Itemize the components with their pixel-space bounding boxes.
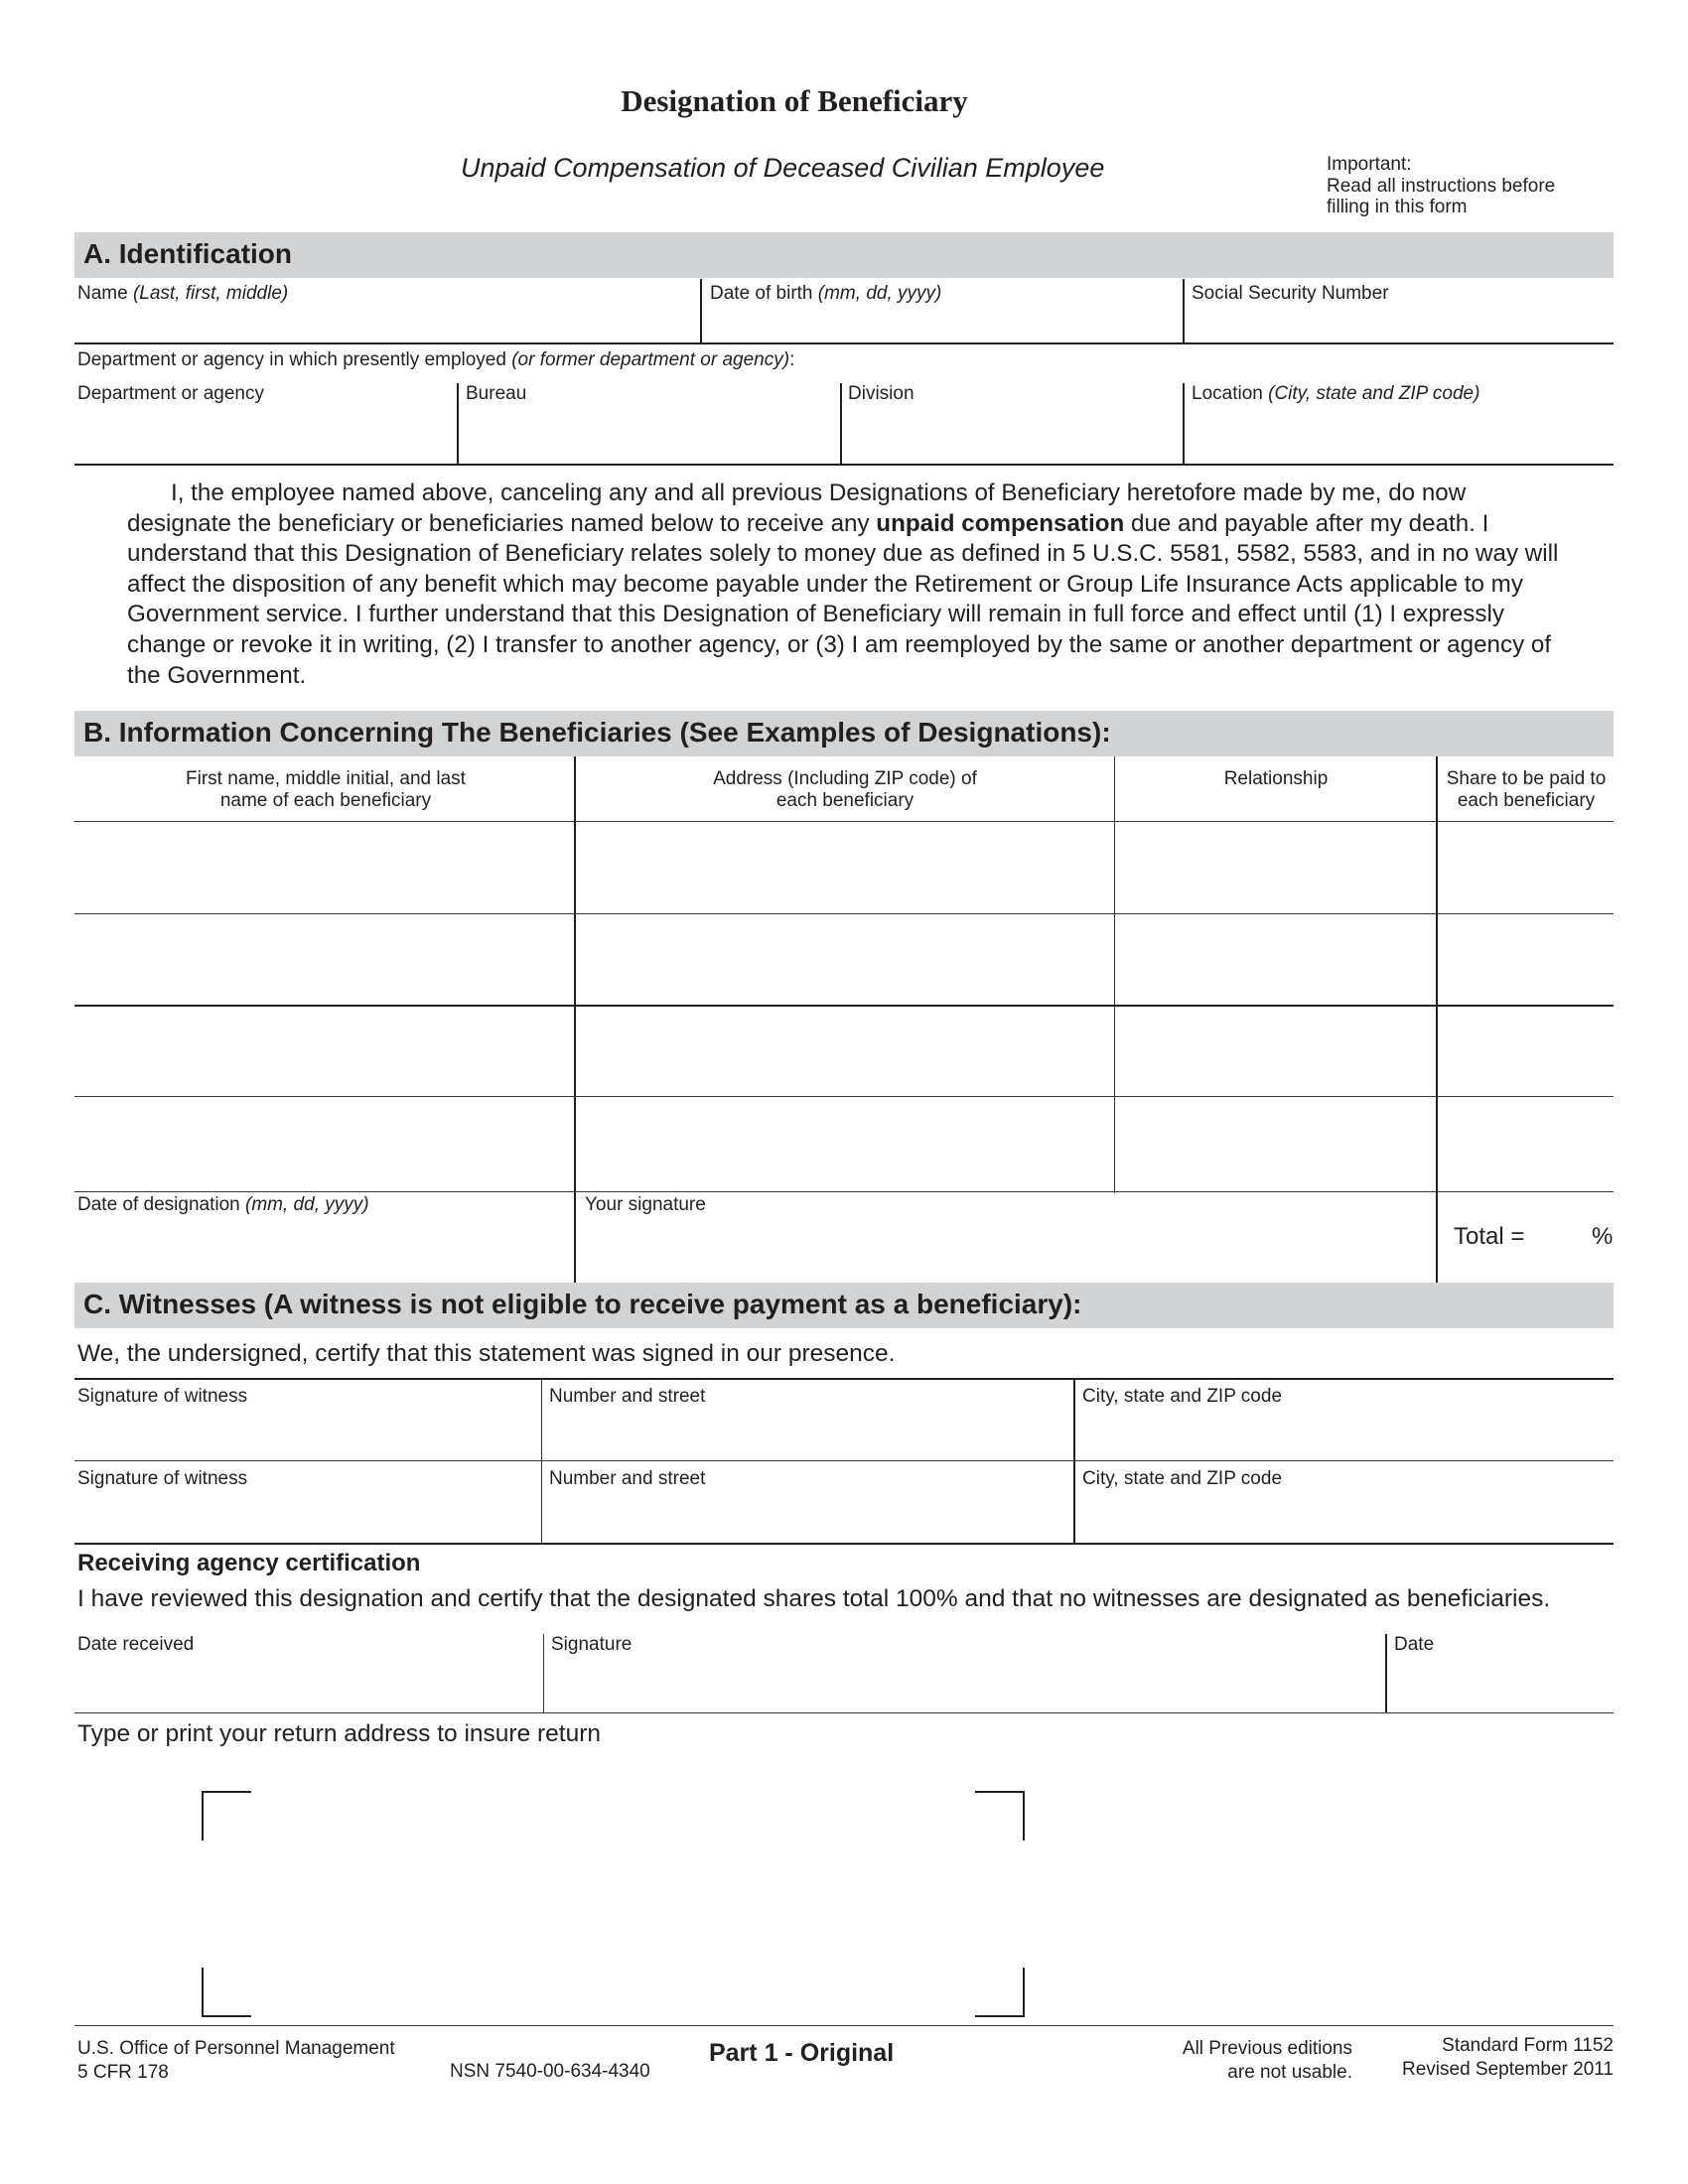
- witness-street-label: Number and street: [549, 1386, 706, 1407]
- divider: [74, 1191, 1614, 1192]
- beneficiary-address-input[interactable]: [576, 1007, 1114, 1095]
- dob-label-text: Date of birth: [710, 283, 813, 304]
- important-line: Important:: [1327, 154, 1412, 175]
- col-header-address: [576, 768, 1114, 812]
- beneficiary-share-input[interactable]: [1438, 1098, 1614, 1190]
- important-note: [1327, 154, 1555, 218]
- return-address-label: Type or print your return address to insure return: [77, 1720, 602, 1747]
- beneficiary-name-input[interactable]: [74, 1007, 574, 1095]
- footer-form-line: Revised September 2011: [1402, 2059, 1614, 2080]
- statement-text: I, the employee named above, canceling any and all previous Designations of Beneficiary heretofore made by me, do now designate the beneficiary or beneficiaries named below to receive any: [127, 479, 1467, 537]
- dob-hint: (mm, dd, yyyy): [817, 283, 942, 304]
- witness-street-field[interactable]: [542, 1462, 1073, 1542]
- witness-city-field[interactable]: [1075, 1380, 1614, 1459]
- dept-field[interactable]: [74, 383, 457, 465]
- section-a-header: [74, 232, 1614, 278]
- witness-street-field[interactable]: [542, 1380, 1073, 1459]
- important-line: filling in this form: [1327, 197, 1468, 217]
- bureau-label: Bureau: [466, 383, 527, 404]
- dob-field[interactable]: [702, 280, 1183, 343]
- col-header-line: First name, middle initial, and last: [186, 768, 466, 789]
- receiving-date-label: Date: [1394, 1634, 1435, 1655]
- footer-editions-line: All Previous editions: [1182, 2038, 1352, 2059]
- dept-intro: [77, 349, 794, 371]
- dept-intro-text: Department or agency in which presently employed: [77, 349, 506, 370]
- witness-city-field[interactable]: [1075, 1462, 1614, 1542]
- receiving-heading: Receiving agency certification: [77, 1550, 421, 1576]
- footer-form: [1370, 2034, 1614, 2082]
- total-percent: %: [1592, 1223, 1614, 1250]
- divider: [74, 913, 1614, 914]
- beneficiary-relationship-input[interactable]: [1115, 1007, 1436, 1095]
- footer-editions-line: are not usable.: [1227, 2062, 1352, 2083]
- beneficiary-relationship-input[interactable]: [1115, 915, 1436, 1004]
- col-header-line: Address (Including ZIP code) of: [713, 768, 977, 789]
- designation-date-hint: (mm, dd, yyyy): [245, 1194, 369, 1215]
- divider: [74, 1712, 1614, 1713]
- dept-intro-hint: (or former department or agency): [511, 349, 790, 370]
- bureau-field[interactable]: [459, 383, 840, 465]
- statement-bold: unpaid compensation: [876, 509, 1125, 537]
- receiving-signature-field[interactable]: [545, 1634, 1385, 1713]
- section-c-heading: C. Witnesses (A witness is not eligible to receive payment as a beneficiary):: [83, 1289, 1082, 1319]
- division-field[interactable]: [842, 383, 1183, 465]
- corner-mark: [202, 1968, 251, 2017]
- divider: [74, 464, 1614, 466]
- footer-org: [77, 2037, 395, 2085]
- beneficiary-relationship-input[interactable]: [1115, 1098, 1436, 1190]
- witness-street-label: Number and street: [549, 1468, 706, 1489]
- beneficiary-address-input[interactable]: [576, 1098, 1114, 1190]
- corner-mark: [975, 1968, 1025, 2017]
- beneficiary-name-input[interactable]: [74, 1098, 574, 1190]
- corner-mark: [202, 1791, 251, 1841]
- col-header-line: each beneficiary: [1457, 790, 1596, 811]
- divider: [543, 1634, 544, 1713]
- witness-signature-field[interactable]: [74, 1380, 541, 1459]
- division-label: Division: [848, 383, 914, 404]
- receiving-signature-label: Signature: [551, 1634, 633, 1655]
- corner-mark: [975, 1791, 1025, 1841]
- divider: [74, 1543, 1614, 1545]
- beneficiary-share-input[interactable]: [1438, 1007, 1614, 1095]
- col-header-line: name of each beneficiary: [219, 790, 432, 811]
- witness-signature-field[interactable]: [74, 1462, 541, 1542]
- designation-date-field[interactable]: [74, 1193, 574, 1283]
- col-header-name: [76, 768, 575, 812]
- section-b-header: [74, 711, 1614, 756]
- witness-intro: We, the undersigned, certify that this statement was signed in our presence.: [77, 1340, 896, 1367]
- name-hint: (Last, first, middle): [132, 283, 289, 304]
- beneficiary-address-input[interactable]: [576, 823, 1114, 912]
- divider: [74, 821, 1614, 822]
- receiving-text: I have reviewed this designation and certify that the designated shares total 100% and that no witnesses are designated as beneficiaries.: [77, 1585, 1551, 1612]
- beneficiary-name-input[interactable]: [74, 823, 574, 912]
- statement-text: due and payable after my death. I understand that this Designation of Beneficiary relates solely to money due as defined in 5 U.S.C. 5581, 5582, 5583, and in no way will affect the disposition of any benefit which may become payable under the Retirement or Group Life Insurance Acts applicable to my Government service. I further understand that this Designation of Beneficiary will remain in full force and effect until (1) I expressly change or revoke it in writing, (2) I transfer to another agency, or (3) I am reemployed by the same or another department or agency of the Government.: [127, 509, 1559, 689]
- ssn-label: Social Security Number: [1192, 283, 1389, 304]
- footer-editions: [1122, 2037, 1352, 2085]
- divider: [74, 1096, 1614, 1097]
- beneficiary-share-input[interactable]: [1438, 823, 1614, 912]
- designation-date-text: Date of designation: [77, 1194, 240, 1215]
- dept-label: Department or agency: [77, 383, 264, 404]
- section-c-header: [74, 1283, 1614, 1328]
- ssn-field[interactable]: [1185, 280, 1614, 343]
- date-received-field[interactable]: [74, 1634, 543, 1713]
- divider: [74, 1460, 1614, 1461]
- name-label-text: Name: [77, 283, 128, 304]
- location-label-text: Location: [1192, 383, 1263, 404]
- beneficiary-relationship-input[interactable]: [1115, 823, 1436, 912]
- name-field[interactable]: [74, 280, 700, 343]
- location-hint: (City, state and ZIP code): [1268, 383, 1480, 404]
- witness-city-label: City, state and ZIP code: [1082, 1386, 1283, 1407]
- statement-paragraph: [127, 478, 1563, 691]
- beneficiary-share-input[interactable]: [1438, 915, 1614, 1004]
- total-label: Total =: [1454, 1223, 1525, 1250]
- beneficiary-name-input[interactable]: [74, 915, 574, 1004]
- witness-signature-label: Signature of witness: [77, 1386, 248, 1407]
- dept-intro-colon: :: [789, 349, 795, 370]
- footer-nsn: NSN 7540-00-634-4340: [450, 2061, 650, 2082]
- section-a-heading: A. Identification: [83, 238, 292, 269]
- footer-part: Part 1 - Original: [709, 2039, 895, 2067]
- form-title: Designation of Beneficiary: [621, 83, 968, 118]
- divider: [74, 2025, 1614, 2026]
- section-b-heading: B. Information Concerning The Beneficiaries (See Examples of Designations):: [83, 717, 1111, 748]
- date-received-label: Date received: [77, 1634, 195, 1655]
- your-signature-label: Your signature: [585, 1194, 706, 1215]
- location-field[interactable]: [1185, 383, 1614, 465]
- footer-form-line: Standard Form 1152: [1442, 2035, 1614, 2056]
- your-signature-field[interactable]: [576, 1193, 1436, 1283]
- form-subtitle: Unpaid Compensation of Deceased Civilian Employee: [461, 153, 1105, 183]
- witness-signature-label: Signature of witness: [77, 1468, 248, 1489]
- beneficiary-address-input[interactable]: [576, 915, 1114, 1004]
- total-share-field[interactable]: [1531, 1217, 1589, 1253]
- col-header-share: [1438, 768, 1615, 812]
- witness-city-label: City, state and ZIP code: [1082, 1468, 1283, 1489]
- employee-statement: [127, 478, 1563, 691]
- divider: [74, 342, 1614, 344]
- footer-org-line: 5 CFR 178: [77, 2062, 169, 2083]
- col-header-line: each beneficiary: [775, 790, 914, 811]
- col-header-relationship: Relationship: [1223, 768, 1329, 789]
- receiving-date-field[interactable]: [1387, 1634, 1614, 1713]
- footer-org-line: U.S. Office of Personnel Management: [77, 2038, 395, 2059]
- return-address-field[interactable]: [203, 1791, 1025, 2015]
- col-header-line: Share to be paid to: [1446, 768, 1607, 789]
- important-line: Read all instructions before: [1327, 175, 1556, 197]
